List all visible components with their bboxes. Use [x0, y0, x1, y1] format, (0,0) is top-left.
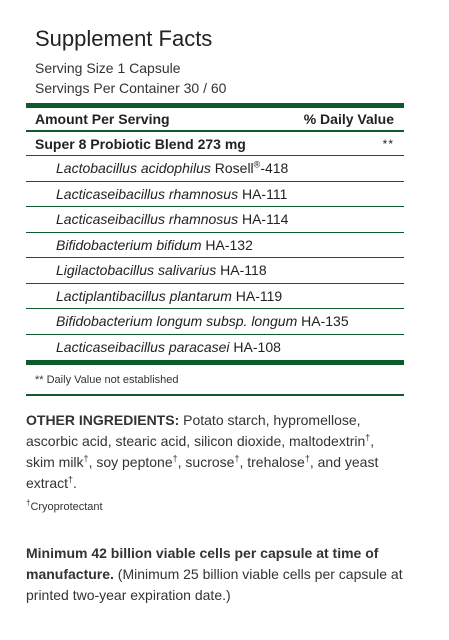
- strain-row: [26, 233, 404, 259]
- dagger-mark: †: [304, 453, 310, 464]
- blend-daily-value: **: [382, 136, 394, 151]
- dagger-mark: †: [68, 474, 74, 485]
- panel-title: Supplement Facts: [35, 26, 213, 51]
- strain-id: HA-108: [229, 338, 281, 355]
- blend-row: [26, 132, 404, 156]
- strain-row: [26, 207, 404, 233]
- strain-id: HA-114: [238, 211, 289, 227]
- ingredient-text: , sucrose: [177, 454, 235, 470]
- daily-value-footnote: ** Daily Value not established: [35, 374, 179, 386]
- strain-species: Lacticaseibacillus rhamnosus: [56, 185, 239, 202]
- strain-species: Lactiplantibacillus plantarum: [56, 287, 232, 304]
- strain-species: Bifidobacterium bifidum: [56, 236, 202, 253]
- divider-after-footnote: [26, 394, 404, 396]
- cryoprotectant-note: [26, 498, 103, 513]
- strain-row: [26, 258, 404, 284]
- strain-id: HA-118: [216, 262, 267, 278]
- registered-mark: ®: [253, 159, 261, 170]
- servings-per-container: Servings Per Container 30 / 60: [35, 80, 227, 96]
- strain-species: Lacticaseibacillus rhamnosus: [56, 211, 239, 227]
- divider-thick-bottom: [26, 360, 404, 365]
- dagger-mark: †: [26, 498, 31, 508]
- strain-row: [26, 335, 404, 361]
- strain-list: [26, 156, 404, 360]
- dagger-mark: †: [83, 453, 89, 464]
- strain-row: [26, 182, 404, 208]
- ingredient-text: , and yeast extract: [26, 454, 379, 491]
- strain-row: [26, 156, 404, 182]
- viable-cells-statement: [26, 543, 406, 606]
- strain-species: Bifidobacterium longum subsp. longum: [56, 313, 298, 329]
- strain-species: Lacticaseibacillus paracasei: [56, 338, 230, 355]
- supplement-facts-panel: [26, 0, 404, 396]
- dagger-mark: †: [172, 453, 178, 464]
- strain-row: [26, 309, 404, 335]
- other-ingredients-lead: OTHER INGREDIENTS:: [26, 412, 180, 428]
- strain-code: -418: [260, 160, 289, 176]
- strain-id: HA-119: [231, 287, 283, 304]
- dagger-mark: †: [234, 453, 240, 464]
- viable-cells-detail: (Minimum 25 billion viable cells per capsule at printed two-year expiration date.): [26, 566, 403, 603]
- strain-id: HA-135: [297, 313, 349, 329]
- table-header: [26, 108, 404, 132]
- cryoprotectant-text: Cryoprotectant: [30, 501, 103, 513]
- viable-cells-lead: Minimum 42 billion viable cells per capsule at time of manufacture.: [26, 545, 379, 582]
- ingredient-text: , soy peptone: [88, 454, 173, 470]
- strain-row: [26, 284, 404, 310]
- strain-id: HA-111: [238, 185, 288, 202]
- ingredient-text: .: [73, 475, 77, 491]
- serving-size: Serving Size 1 Capsule: [35, 60, 181, 76]
- strain-id: Rosell: [210, 160, 254, 176]
- other-ingredients: [26, 410, 406, 494]
- ingredient-text: , trehalose: [239, 454, 305, 470]
- amount-per-serving-header: Amount Per Serving: [35, 111, 170, 127]
- strain-species: Lactobacillus acidophilus: [56, 160, 211, 176]
- ingredient-text: , skim milk: [26, 433, 375, 470]
- strain-species: Ligilactobacillus salivarius: [56, 262, 217, 278]
- blend-name: Super 8 Probiotic Blend 273 mg: [35, 135, 246, 152]
- ingredient-text: Potato starch, hypromellose, ascorbic acid, stearic acid, silicon dioxide, maltodextrin: [26, 412, 366, 449]
- dagger-mark: †: [365, 432, 371, 443]
- strain-id: HA-132: [201, 236, 253, 253]
- daily-value-header: % Daily Value: [303, 111, 394, 127]
